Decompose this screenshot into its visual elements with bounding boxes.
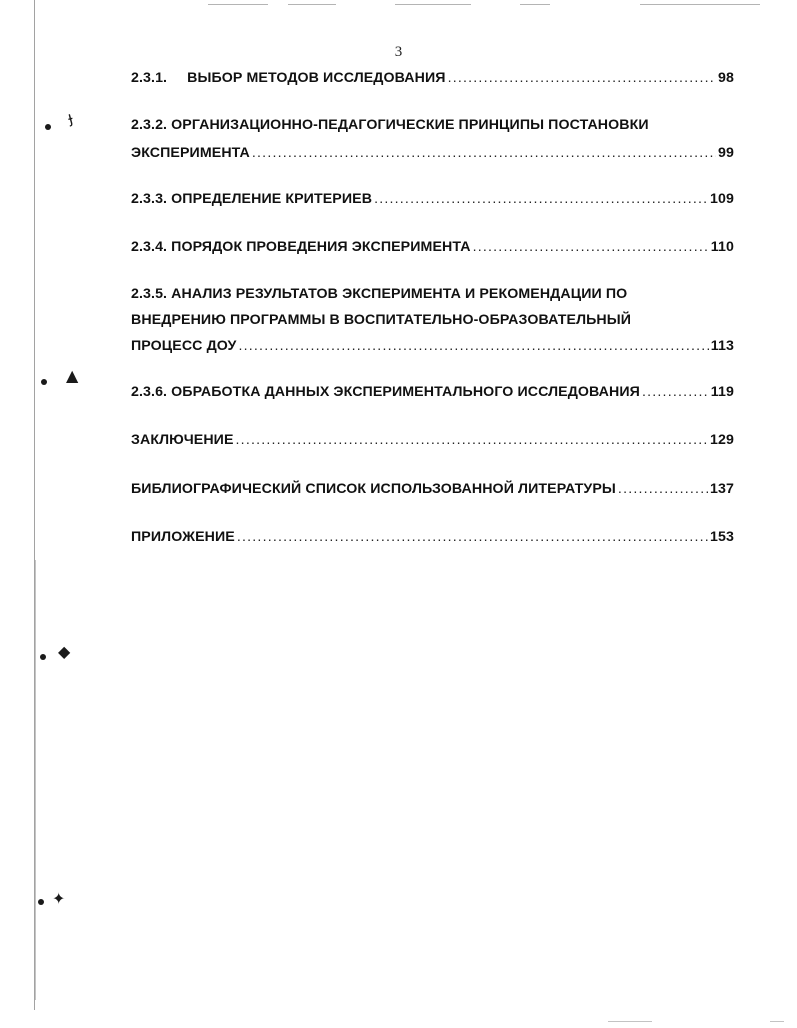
scan-smudge <box>288 4 336 5</box>
toc-entry-number: 2.3.2. <box>131 117 168 133</box>
toc-dot-leader <box>238 334 708 358</box>
toc-entry-number: 2.3.3. <box>131 191 168 207</box>
toc-entry-title: АНАЛИЗ РЕЗУЛЬТАТОВ ЭКСПЕРИМЕНТА И РЕКОМЕНДАЦИИ ПО <box>171 286 628 302</box>
toc-dot-leader <box>237 525 708 549</box>
toc-page-ref: 129 <box>710 432 734 448</box>
toc-dot-leader <box>374 187 708 211</box>
toc-entry[interactable] <box>131 477 734 501</box>
toc-entry-title: ОБРАБОТКА ДАННЫХ ЭКСПЕРИМЕНТАЛЬНОГО ИССЛЕДОВАНИЯ <box>171 384 640 400</box>
toc-page-ref: 113 <box>710 338 734 354</box>
binding-hole-mark <box>40 654 46 660</box>
toc-dot-leader <box>236 428 708 452</box>
scan-smudge <box>608 1021 652 1022</box>
toc-entry-title: ОРГАНИЗАЦИОННО-ПЕДАГОГИЧЕСКИЕ ПРИНЦИПЫ ПОСТАНОВКИ <box>171 117 649 133</box>
scan-smudge <box>208 4 268 5</box>
toc-entry-number: 2.3.6. <box>131 384 168 400</box>
toc-entry[interactable] <box>131 187 734 211</box>
page-number: 3 <box>394 44 403 60</box>
toc-entry-title: ПРОЦЕСС ДОУ <box>131 338 237 354</box>
toc-entry-title: БИБЛИОГРАФИЧЕСКИЙ СПИСОК ИСПОЛЬЗОВАННОЙ ЛИТЕРАТУРЫ <box>131 481 616 497</box>
toc-dot-leader <box>642 380 709 404</box>
toc-page-ref: 109 <box>710 191 734 207</box>
toc-page-ref: 119 <box>710 384 734 400</box>
toc-page-ref: 153 <box>710 529 734 545</box>
toc-entry-number: 2.3.1. <box>131 70 168 86</box>
toc-entry-title: ВЫБОР МЕТОДОВ ИССЛЕДОВАНИЯ <box>187 70 446 86</box>
toc-dot-leader <box>473 235 709 259</box>
toc-page-ref: 110 <box>710 239 734 255</box>
toc-entry[interactable] <box>131 428 734 452</box>
toc-dot-leader <box>252 141 716 165</box>
toc-entry[interactable] <box>131 235 734 259</box>
toc-entry-title: ЗАКЛЮЧЕНИЕ <box>131 432 234 448</box>
scan-smudge <box>520 4 550 5</box>
pen-tick-mark: ɟ <box>65 107 75 128</box>
toc-entry-number: 2.3.5. <box>131 286 168 302</box>
toc-entry-title: ВНЕДРЕНИЮ ПРОГРАММЫ В ВОСПИТАТЕЛЬНО-ОБРАЗОВАТЕЛЬНЫЙ <box>131 312 632 328</box>
toc-entry-title: ПОРЯДОК ПРОВЕДЕНИЯ ЭКСПЕРИМЕНТА <box>171 239 471 255</box>
scan-margin-line <box>35 560 36 1000</box>
scan-smudge <box>640 4 760 5</box>
toc-entry[interactable] <box>131 282 734 358</box>
toc-entry-title: ПРИЛОЖЕНИЕ <box>131 529 235 545</box>
scan-smudge <box>770 1021 784 1022</box>
toc-page-ref: 98 <box>718 70 734 86</box>
binding-hole-mark <box>41 379 47 385</box>
binding-hole-mark <box>38 899 44 905</box>
scan-smudge <box>395 4 471 5</box>
toc-dot-leader <box>448 66 716 90</box>
toc-entry[interactable] <box>131 113 734 165</box>
toc-entry-title: ОПРЕДЕЛЕНИЕ КРИТЕРИЕВ <box>171 191 373 207</box>
toc-dot-leader <box>618 477 708 501</box>
toc-entry-number: 2.3.4. <box>131 239 168 255</box>
ink-blot-mark: ✦ <box>52 889 66 908</box>
ink-blot-mark: ◆ <box>58 642 71 661</box>
toc-entry[interactable] <box>131 66 734 90</box>
toc-entry[interactable] <box>131 380 734 404</box>
toc-entry[interactable] <box>131 525 734 549</box>
ink-blot-mark: ▲ <box>66 366 79 385</box>
binding-hole-mark <box>45 124 51 130</box>
toc-entry-title: ЭКСПЕРИМЕНТА <box>131 145 250 161</box>
toc-page-ref: 137 <box>710 481 734 497</box>
toc-page-ref: 99 <box>718 145 734 161</box>
